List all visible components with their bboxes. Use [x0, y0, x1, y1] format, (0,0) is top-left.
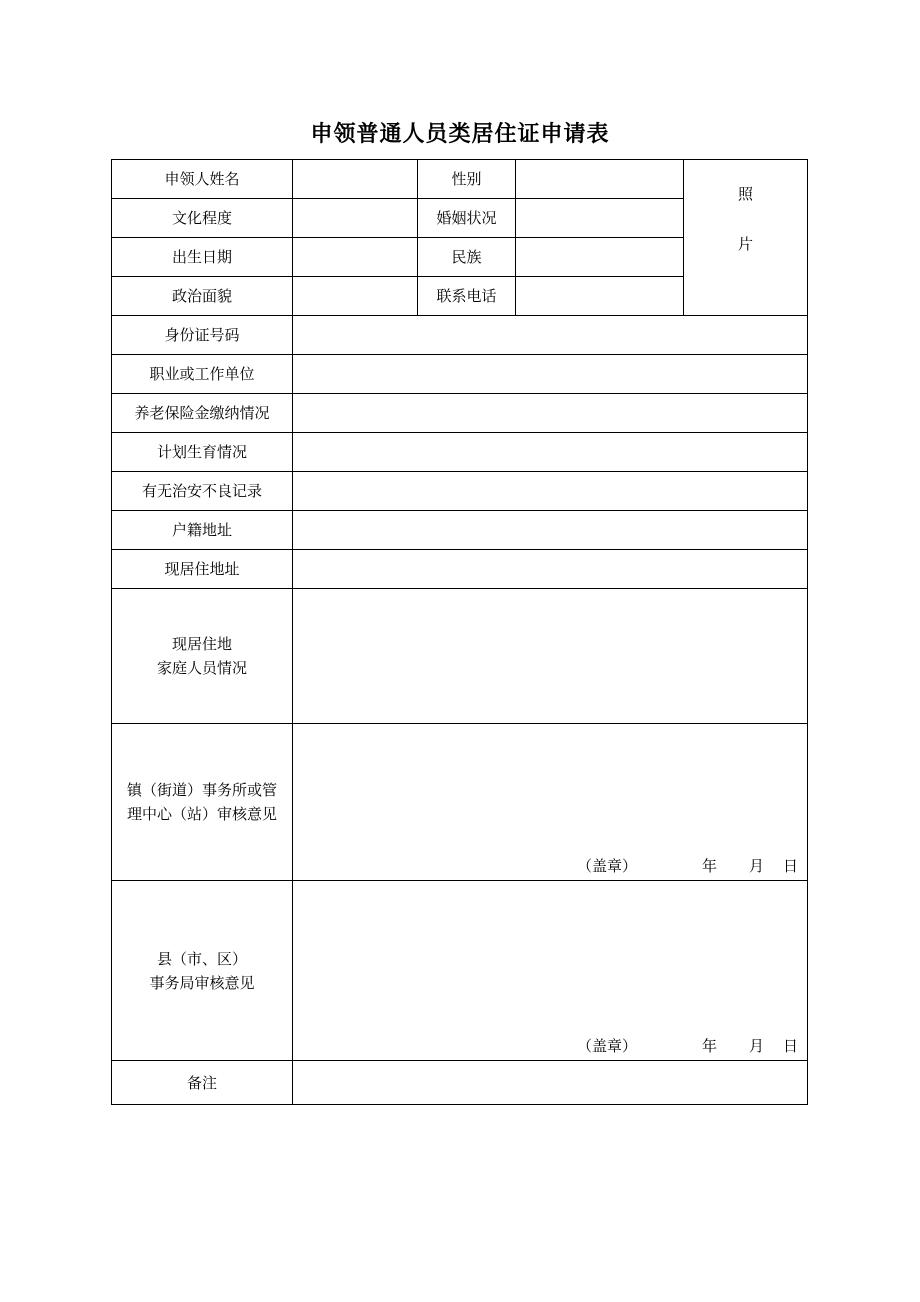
ethnicity-field[interactable]	[516, 238, 684, 277]
remarks-field[interactable]	[293, 1061, 808, 1105]
form-row-town-opinion	[112, 724, 808, 881]
county-month-text: 月	[749, 1037, 765, 1055]
town-seal-line	[293, 854, 807, 878]
marital-status-field[interactable]	[516, 199, 684, 238]
residence-address-field[interactable]	[293, 550, 808, 589]
photo-label-char2: 片	[737, 235, 753, 253]
county-review-field[interactable]	[293, 881, 808, 1061]
town-review-label-line2: 理中心（站）审核意见	[126, 805, 277, 823]
photo-label-char1: 照	[737, 185, 753, 203]
id-number-field[interactable]	[293, 316, 808, 355]
county-seal-text: （盖章）	[577, 1037, 638, 1055]
county-year-text: 年	[702, 1037, 718, 1055]
form-row-remarks	[112, 1061, 808, 1105]
remarks-label: 备注	[112, 1061, 293, 1105]
form-row-id	[112, 316, 808, 355]
town-seal-text: （盖章）	[577, 857, 638, 875]
county-review-label-line2: 事务局审核意见	[149, 973, 255, 992]
pension-field[interactable]	[293, 394, 808, 433]
form-row-family-planning	[112, 433, 808, 472]
birth-date-label: 出生日期	[112, 238, 293, 277]
town-review-label-line1: 镇（街道）事务所或管	[126, 781, 277, 799]
political-status-label: 政治面貌	[112, 277, 293, 316]
family-members-field[interactable]	[293, 589, 808, 724]
family-members-label	[112, 589, 293, 724]
town-month-text: 月	[749, 857, 765, 875]
pension-label: 养老保险金缴纳情况	[112, 394, 293, 433]
form-row-residence	[112, 550, 808, 589]
security-record-field[interactable]	[293, 472, 808, 511]
family-planning-label: 计划生育情况	[112, 433, 293, 472]
photo-area[interactable]	[684, 160, 808, 316]
birth-date-field[interactable]	[293, 238, 418, 277]
application-form-table	[111, 159, 808, 1105]
family-members-label-line2: 家庭人员情况	[156, 659, 247, 677]
id-number-label: 身份证号码	[112, 316, 293, 355]
form-row-security-record	[112, 472, 808, 511]
political-status-field[interactable]	[293, 277, 418, 316]
education-label: 文化程度	[112, 199, 293, 238]
form-row-occupation	[112, 355, 808, 394]
town-year-text: 年	[702, 857, 718, 875]
county-review-label	[112, 881, 293, 1061]
county-seal-line	[293, 1034, 807, 1058]
education-field[interactable]	[293, 199, 418, 238]
residence-address-label: 现居住地址	[112, 550, 293, 589]
form-row-pension	[112, 394, 808, 433]
household-address-field[interactable]	[293, 511, 808, 550]
town-day-text: 日	[783, 857, 799, 875]
county-day-text: 日	[783, 1037, 799, 1055]
family-members-label-line1: 现居住地	[171, 635, 232, 653]
phone-field[interactable]	[516, 277, 684, 316]
applicant-name-field[interactable]	[293, 160, 418, 199]
family-planning-field[interactable]	[293, 433, 808, 472]
occupation-label: 职业或工作单位	[112, 355, 293, 394]
form-row-county-opinion	[112, 881, 808, 1061]
household-address-label: 户籍地址	[112, 511, 293, 550]
ethnicity-label: 民族	[418, 238, 516, 277]
gender-field[interactable]	[516, 160, 684, 199]
town-review-field[interactable]	[293, 724, 808, 881]
occupation-field[interactable]	[293, 355, 808, 394]
applicant-name-label: 申领人姓名	[112, 160, 293, 199]
county-review-label-line1: 县（市、区）	[156, 949, 247, 968]
form-row-family-members	[112, 589, 808, 724]
security-record-label: 有无治安不良记录	[112, 472, 293, 511]
form-row-name	[112, 160, 808, 199]
form-row-household	[112, 511, 808, 550]
marital-status-label: 婚姻状况	[418, 199, 516, 238]
form-title: 申领普通人员类居住证申请表	[310, 122, 610, 147]
phone-label: 联系电话	[418, 277, 516, 316]
gender-label: 性别	[418, 160, 516, 199]
town-review-label	[112, 724, 293, 881]
